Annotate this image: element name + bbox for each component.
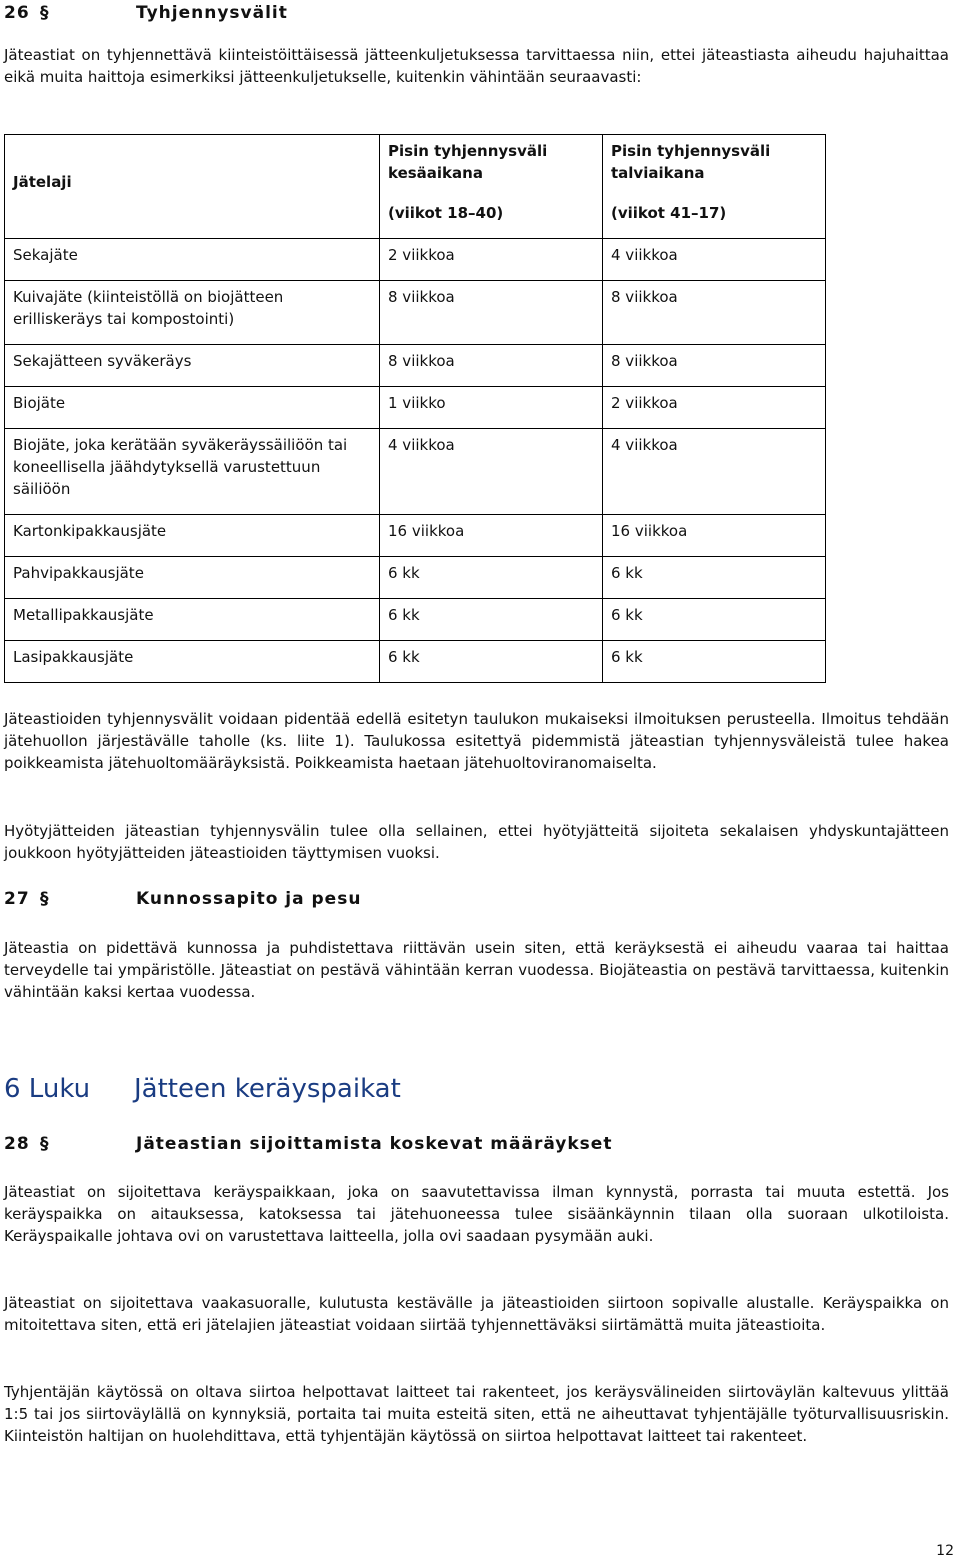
- table-row: [5, 281, 826, 345]
- cell-summer-interval: 2 viikkoa: [380, 239, 603, 281]
- table-header-row: [5, 135, 826, 239]
- section-26-paragraph-2: Hyötyjätteiden jäteastian tyhjennysvälin tulee olla sellainen, ettei hyötyjätteitä sijoiteta sekalaisen yhdyskuntajätteen joukkoon hyötyjätteiden jäteastioiden täyttymisen vuoksi.: [4, 822, 949, 862]
- section-sign: §: [40, 3, 50, 23]
- section-28-paragraph-3: Tyhjentäjän käytössä on oltava siirtoa helpottavat laitteet tai rakenteet, jos keräysvälineiden siirtoväylän kaltevuus ylittää 1:5 tai jos siirtoväylällä on kynnyksiä, portaita tai muita esteitä siten, että ne aiheuttavat tyhjentäjälle työturvallisuusriskin. Kiinteistön haltijan on huolehdittava, että tyhjentäjän käytössä on siirtoa helpottavat laitteet tai rakenteet.: [4, 1383, 949, 1445]
- table-row: [5, 641, 826, 683]
- cell-winter-interval: 6 kk: [603, 557, 826, 599]
- table-row: [5, 239, 826, 281]
- emptying-interval-table: [4, 134, 826, 683]
- cell-waste-type: Biojäte: [5, 387, 380, 429]
- section-28-paragraph-1: Jäteastiat on sijoitettava keräyspaikkaan, joka on saavutettavissa ilman kynnystä, porrasta tai muuta estettä. Jos keräyspaikka on aitauksessa, katoksessa tai jätehuoneessa tulee sisäänkäynnin tilaan olla suoraan ulkotiloista. Keräyspaikalle johtava ovi on varustettava laitteella, jolla ovi saadaan pysymään auki.: [4, 1183, 949, 1245]
- section-28-heading: [4, 1133, 612, 1155]
- cell-summer-interval: 4 viikkoa: [380, 429, 603, 515]
- cell-winter-interval: 6 kk: [603, 641, 826, 683]
- header-winter: [603, 135, 826, 239]
- cell-waste-type: Metallipakkausjäte: [5, 599, 380, 641]
- cell-waste-type: Pahvipakkausjäte: [5, 557, 380, 599]
- header-summer-title: Pisin tyhjennysväli kesäaikana: [388, 142, 548, 182]
- header-winter-title: Pisin tyhjennysväli talviaikana: [611, 142, 771, 182]
- table-body: [5, 239, 826, 683]
- cell-winter-interval: 16 viikkoa: [603, 515, 826, 557]
- section-title: Kunnossapito ja pesu: [136, 889, 362, 909]
- cell-waste-type: Kartonkipakkausjäte: [5, 515, 380, 557]
- chapter-title: Jätteen keräyspaikat: [134, 1074, 401, 1104]
- table-row: [5, 515, 826, 557]
- cell-winter-interval: 4 viikkoa: [603, 239, 826, 281]
- section-28-paragraph-2: Jäteastiat on sijoitettava vaakasuoralle, kulutusta kestävälle ja jäteastioiden siirtoon sopivalle alustalle. Keräyspaikka on mitoitettava siten, että eri jätelajien jäteastiat voidaan siirtää tyhjennettäväksi siirtämättä muita jäteastioita.: [4, 1294, 949, 1334]
- section-27-heading: [4, 888, 361, 910]
- table-row: [5, 599, 826, 641]
- section-sign: §: [40, 1134, 50, 1154]
- cell-waste-type: Sekajäte: [5, 239, 380, 281]
- table-row: [5, 387, 826, 429]
- cell-summer-interval: 8 viikkoa: [380, 345, 603, 387]
- cell-summer-interval: 16 viikkoa: [380, 515, 603, 557]
- cell-waste-type: Kuivajäte (kiinteistöllä on biojätteen erilliskeräys tai kompostointi): [5, 281, 380, 345]
- section-26-paragraph-1: Jäteastioiden tyhjennysvälit voidaan pidentää edellä esitetyn taulukon mukaiseksi ilmoituksen perusteella. Ilmoitus tehdään jätehuollon järjestävälle taholle (ks. liite 1). Taulukossa esitettyä pidemmistä jäteastian tyhjennysväleistä tulee hakea poikkeamista jätehuoltomääräyksistä. Poikkeamista haetaan jätehuoltoviranomaiselta.: [4, 710, 949, 772]
- table-row: [5, 345, 826, 387]
- cell-summer-interval: 6 kk: [380, 599, 603, 641]
- cell-winter-interval: 4 viikkoa: [603, 429, 826, 515]
- cell-summer-interval: 8 viikkoa: [380, 281, 603, 345]
- chapter-heading: [4, 1074, 401, 1104]
- section-title: Jäteastian sijoittamista koskevat määräykset: [136, 1134, 613, 1154]
- cell-winter-interval: 8 viikkoa: [603, 345, 826, 387]
- cell-summer-interval: 6 kk: [380, 641, 603, 683]
- header-waste-type: Jätelaji: [5, 135, 380, 239]
- table-row: [5, 429, 826, 515]
- header-winter-weeks: (viikot 41–17): [611, 204, 727, 222]
- section-title: Tyhjennysvälit: [136, 3, 288, 23]
- cell-winter-interval: 2 viikkoa: [603, 387, 826, 429]
- section-26-heading: [4, 2, 288, 24]
- cell-summer-interval: 6 kk: [380, 557, 603, 599]
- section-26-intro: Jäteastiat on tyhjennettävä kiinteistöittäisessä jätteenkuljetuksessa tarvittaessa niin, ettei jäteastiasta aiheudu hajuhaittaa eikä muita haittoja esimerkiksi jätteenkuljetukselle, kuitenkin vähintään seuraavasti:: [4, 46, 949, 86]
- page-number: 12: [936, 1543, 954, 1559]
- section-sign: §: [40, 889, 50, 909]
- cell-winter-interval: 6 kk: [603, 599, 826, 641]
- cell-waste-type: Biojäte, joka kerätään syväkeräyssäiliöön tai koneellisella jäähdytyksellä varustettuun säiliöön: [5, 429, 380, 515]
- chapter-number: 6 Luku: [4, 1074, 91, 1104]
- section-number: 26: [4, 3, 30, 23]
- section-number: 27: [4, 889, 30, 909]
- cell-winter-interval: 8 viikkoa: [603, 281, 826, 345]
- header-summer-weeks: (viikot 18–40): [388, 204, 504, 222]
- header-summer: [380, 135, 603, 239]
- cell-waste-type: Sekajätteen syväkeräys: [5, 345, 380, 387]
- section-27-paragraph: Jäteastia on pidettävä kunnossa ja puhdistettava riittävän usein siten, että keräyksestä ei aiheudu vaaraa tai haittaa terveydelle tai ympäristölle. Jäteastiat on pestävä vähintään kerran vuodessa. Biojäteastia on pestävä tarvittaessa, kuitenkin vähintään kaksi kertaa vuodessa.: [4, 939, 949, 1001]
- cell-summer-interval: 1 viikko: [380, 387, 603, 429]
- section-number: 28: [4, 1134, 30, 1154]
- table-row: [5, 557, 826, 599]
- cell-waste-type: Lasipakkausjäte: [5, 641, 380, 683]
